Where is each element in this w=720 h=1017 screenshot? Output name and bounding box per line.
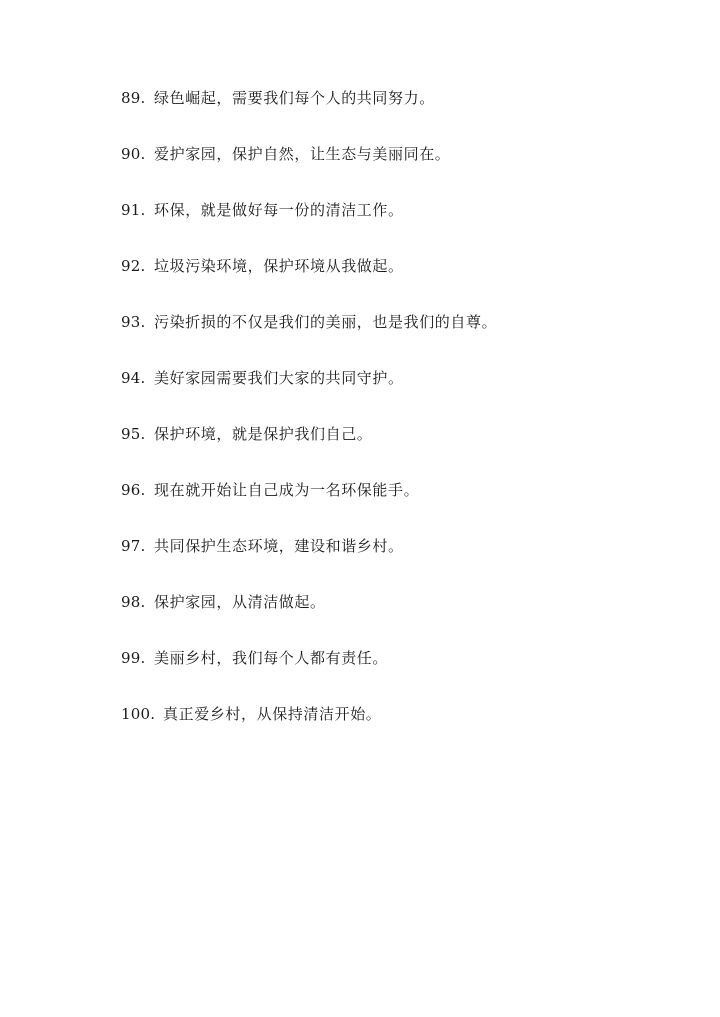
list-item bbox=[121, 588, 681, 644]
list-item bbox=[121, 84, 681, 140]
list-item bbox=[121, 308, 681, 364]
list-item bbox=[121, 420, 681, 476]
item-text: 污染折损的不仅是我们的美丽，也是我们的自尊。 bbox=[154, 313, 498, 331]
item-text: 美丽乡村，我们每个人都有责任。 bbox=[154, 649, 389, 667]
slogan-list bbox=[121, 84, 681, 756]
item-number: 90. bbox=[121, 145, 146, 163]
item-text: 保护环境，就是保护我们自己。 bbox=[154, 425, 373, 443]
item-number: 96. bbox=[121, 481, 146, 499]
item-number: 94. bbox=[121, 369, 146, 387]
list-item bbox=[121, 476, 681, 532]
item-number: 93. bbox=[121, 313, 146, 331]
item-text: 现在就开始让自己成为一名环保能手。 bbox=[154, 481, 420, 499]
item-number: 98. bbox=[121, 593, 146, 611]
list-item bbox=[121, 364, 681, 420]
item-text: 真正爱乡村，从保持清洁开始。 bbox=[163, 705, 382, 723]
item-text: 绿色崛起，需要我们每个人的共同努力。 bbox=[154, 89, 435, 107]
item-number: 89. bbox=[121, 89, 146, 107]
item-text: 爱护家园，保护自然，让生态与美丽同在。 bbox=[154, 145, 451, 163]
item-text: 美好家园需要我们大家的共同守护。 bbox=[154, 369, 404, 387]
list-item bbox=[121, 644, 681, 700]
item-text: 环保，就是做好每一份的清洁工作。 bbox=[154, 201, 404, 219]
list-item bbox=[121, 252, 681, 308]
item-number: 95. bbox=[121, 425, 146, 443]
list-item bbox=[121, 532, 681, 588]
list-item bbox=[121, 196, 681, 252]
item-number: 100. bbox=[121, 705, 156, 723]
item-text: 垃圾污染环境，保护环境从我做起。 bbox=[154, 257, 404, 275]
list-item bbox=[121, 140, 681, 196]
item-number: 92. bbox=[121, 257, 146, 275]
list-item bbox=[121, 700, 681, 756]
item-text: 保护家园，从清洁做起。 bbox=[154, 593, 326, 611]
item-number: 91. bbox=[121, 201, 146, 219]
item-number: 99. bbox=[121, 649, 146, 667]
item-number: 97. bbox=[121, 537, 146, 555]
item-text: 共同保护生态环境，建设和谐乡村。 bbox=[154, 537, 404, 555]
